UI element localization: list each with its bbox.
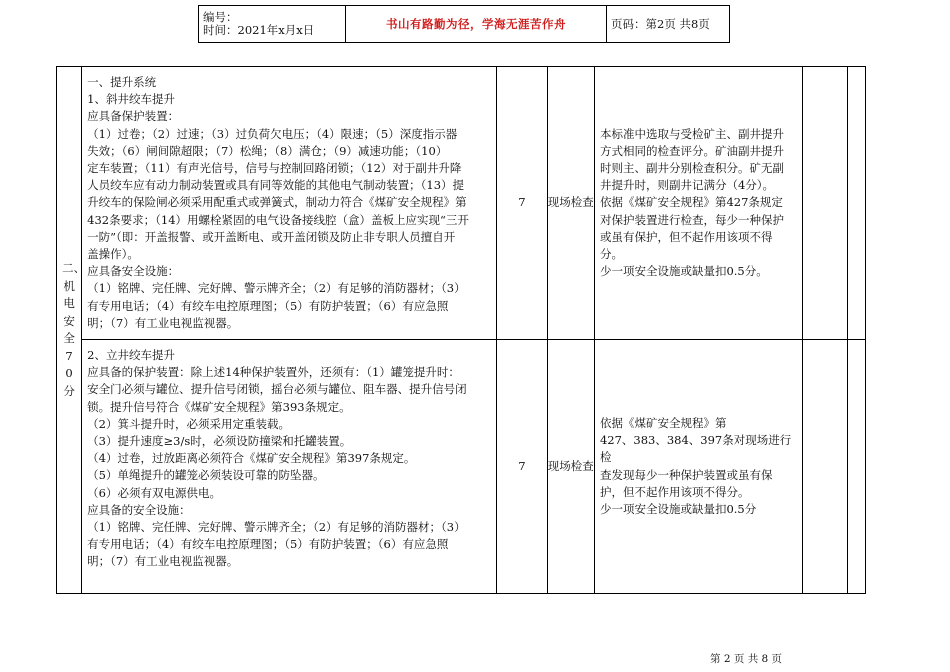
text-line: 护，但不起作用该项不得分。	[599, 484, 750, 499]
text-line: 依据《煤矿安全规程》第	[599, 415, 727, 430]
category-cell	[57, 67, 86, 594]
inspection-table	[56, 66, 866, 594]
content-text	[87, 347, 493, 571]
standard-text	[600, 126, 799, 281]
text-line: 应具备的保护装置：除上述14种保护装置外，还须有：（1）罐笼提升时：	[87, 365, 460, 380]
text-line: 盖操作）。	[87, 247, 139, 262]
empty-cell	[847, 67, 865, 340]
text-line: （6）必须有双电源供电。	[87, 485, 221, 500]
table-row	[57, 340, 866, 594]
empty-cell	[803, 340, 847, 594]
score-cell: 7	[497, 67, 547, 340]
text-line: 安全门必须与罐位、提升信号闭锁，摇台必须与罐位、阻车器、提升信号闭	[87, 382, 467, 397]
text-line: 依据《煤矿安全规程》第427条规定	[599, 195, 783, 210]
text-line: 应具备保护装置：	[87, 109, 180, 124]
text-line: 明；（7）有工业电视监视器。	[87, 554, 239, 569]
header-info-cell	[199, 6, 346, 43]
text-line: 2、立井绞车提升	[87, 348, 175, 362]
text-line: 少一项安全设施或缺量扣0.5分。	[599, 264, 768, 279]
text-line: 有专用电话；（4）有绞车电控原理图；（5）有防护装置；（6）有应急照	[87, 298, 449, 313]
text-line: 定车装置；（11）有声光信号，信号与控制回路闭锁；（12）对于副井升降	[87, 161, 462, 176]
content-text	[87, 74, 493, 332]
page-footer: 第 2 页 共 8 页	[710, 653, 783, 665]
number-label: 编号：	[203, 10, 238, 24]
text-line: 查发现每少一种保护装置或虽有保	[599, 467, 773, 482]
text-line: 427、383、384、397条对现场进行检	[599, 433, 792, 465]
text-line: 锁。提升信号符合《煤矿安全规程》第393条规定。	[87, 399, 351, 414]
content-cell	[82, 67, 497, 340]
text-line: （1）铭牌、完任牌、完好牌、警示牌齐全；（2）有足够的消防器材；（3）	[87, 281, 466, 296]
text-line: 方式相同的检查评分。矿油副井提升	[599, 143, 784, 158]
time-label: 时间：2021年x月x日	[203, 23, 315, 37]
text-line: 明；（7）有工业电视监视器。	[87, 315, 239, 330]
empty-cell	[847, 340, 865, 594]
method-cell: 现场检查	[547, 67, 594, 340]
standard-text	[600, 415, 799, 518]
text-line: （1）铭牌、完任牌、完好牌、警示牌齐全；（2）有足够的消防器材；（3）	[87, 520, 466, 535]
text-line: 本标准中选取与受检矿主、副井提升	[599, 126, 784, 141]
text-line: 失效；（6）闸间隙超限；（7）松绳；（8）满仓；（9）减速功能；（10）	[87, 143, 448, 158]
text-line: 升绞车的保险闸必须采用配重式或弹簧式，制动力符合《煤矿安全规程》第	[87, 195, 467, 210]
standard-cell	[594, 67, 803, 340]
method-cell: 现场检查	[547, 340, 594, 594]
text-line: 人员绞车应有动力制动装置或具有同等效能的其他电气制动装置；（13）提	[87, 178, 465, 193]
text-line: （2）箕斗提升时，必须采用定重装载。	[87, 416, 290, 431]
text-line: 1、斜井绞车提升	[87, 92, 175, 107]
text-line: 或虽有保护，但不起作用该项不得	[599, 229, 773, 244]
table-row	[57, 67, 866, 340]
text-line: （1）过卷；（2）过速；（3）过负荷欠电压；（4）限速；（5）深度指示器	[87, 126, 458, 141]
score-cell: 7	[497, 340, 547, 594]
header-table	[198, 5, 730, 43]
text-line: （5）单绳提升的罐笼必须装设可靠的防坠器。	[87, 468, 325, 483]
text-line: 井提升时，则副井记满分（4分）。	[599, 178, 775, 193]
text-line: 有专用电话；（4）有绞车电控原理图；（5）有防护装置；（6）有应急照	[87, 537, 449, 552]
text-line: （4）过卷，过放距离必须符合《煤矿安全规程》第397条规定。	[87, 451, 416, 466]
text-line: 应具备安全设施：	[87, 264, 180, 279]
text-line: 分。	[599, 247, 623, 261]
text-line: 应具备的安全设施：	[87, 502, 191, 517]
text-line: 少一项安全设施或缺量扣0.5分	[599, 501, 757, 516]
page-label: 页码：第2页 共8页	[607, 6, 730, 43]
text-line: （3）提升速度≥3/s时，必须设防撞梁和托罐装置。	[87, 434, 352, 449]
text-line: 时则主、副井分别检查积分。矿无副	[599, 160, 784, 175]
standard-cell	[594, 340, 803, 594]
content-cell	[82, 340, 497, 594]
text-line: 对保护装置进行检查，每少一种保护	[599, 212, 784, 227]
text-line: 432条要求；（14）用螺栓紧固的电气设备接线腔（盒）盖板上应实现“三开	[87, 212, 469, 227]
motto: 书山有路勤为径，学海无涯苦作舟	[346, 6, 607, 43]
category-label: 二、机电安全70分	[62, 261, 86, 398]
text-line: 一、提升系统	[87, 75, 157, 89]
text-line: 一防”（即：开盖报警、或开盖断电、或开盖闭锁及防止非专职人员擅自开	[87, 229, 456, 244]
empty-cell	[803, 67, 847, 340]
